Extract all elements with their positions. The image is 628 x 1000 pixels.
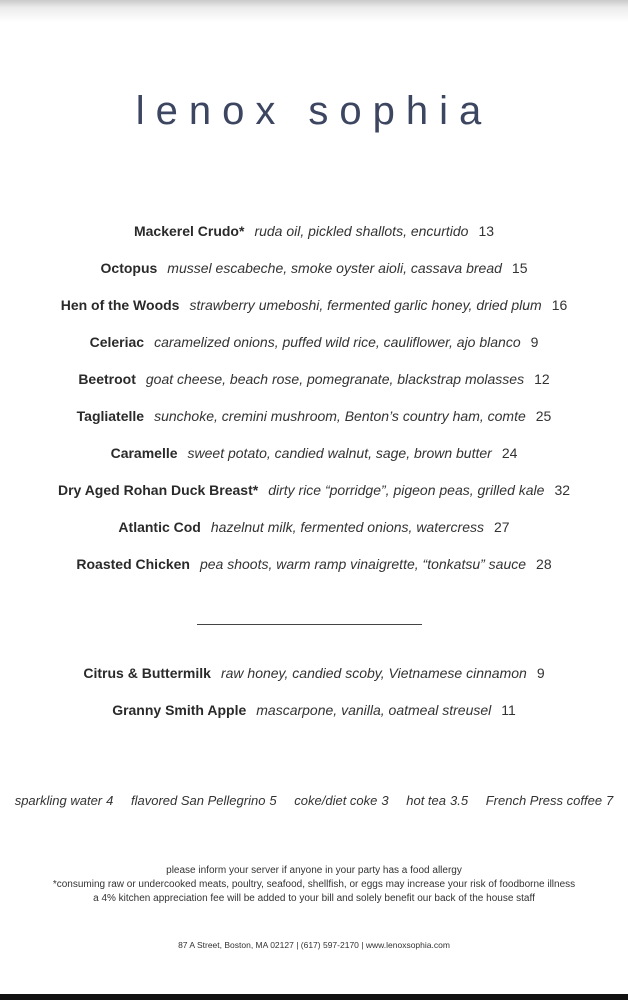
- item-description: mussel escabeche, smoke oyster aioli, cassava bread: [167, 260, 502, 276]
- raw-food-warning: *consuming raw or undercooked meats, poultry, seafood, shellfish, or eggs may increase your risk of foodborne illness: [52, 879, 576, 890]
- item-name: Atlantic Cod: [118, 519, 201, 535]
- menu-item: [0, 255, 628, 292]
- menu-item: [0, 329, 628, 366]
- item-price: 24: [501, 445, 518, 461]
- item-price: 16: [551, 297, 568, 313]
- item-description: pea shoots, warm ramp vinaigrette, “tonkatsu” sauce: [199, 556, 527, 572]
- item-price: 11: [501, 702, 516, 718]
- drink-name: flavored San Pellegrino: [131, 793, 266, 808]
- drink-item: [15, 793, 114, 808]
- item-name: Mackerel Crudo*: [133, 223, 245, 239]
- kitchen-fee-note: a 4% kitchen appreciation fee will be added to your bill and solely benefit our back of the house staff: [93, 893, 535, 904]
- item-price: 28: [536, 556, 552, 572]
- item-description: ruda oil, pickled shallots, encurtido: [254, 223, 469, 239]
- item-name: Hen of the Woods: [60, 297, 180, 313]
- item-price: 9: [530, 334, 539, 350]
- drink-price: 3: [381, 793, 389, 808]
- item-description: goat cheese, beach rose, pomegranate, blackstrap molasses: [145, 371, 525, 387]
- section-divider: [197, 624, 422, 625]
- item-description: raw honey, candied scoby, Vietnamese cinnamon: [220, 665, 527, 681]
- item-name: Roasted Chicken: [76, 556, 190, 572]
- item-name: Octopus: [100, 260, 158, 276]
- item-name: Beetroot: [78, 371, 136, 387]
- item-description: mascarpone, vanilla, oatmeal streusel: [256, 702, 492, 718]
- menu-item: [0, 660, 628, 697]
- menu-item: [0, 477, 628, 514]
- menu-item: [0, 366, 628, 403]
- item-name: Celeriac: [89, 334, 145, 350]
- menu-notes: [0, 864, 628, 906]
- top-shadow: [0, 0, 628, 22]
- item-price: 32: [554, 482, 571, 498]
- drink-name: sparkling water: [14, 793, 103, 808]
- drink-price: 5: [269, 793, 277, 808]
- item-price: 13: [478, 223, 495, 239]
- menu-item: [0, 218, 628, 255]
- footer-contact: 87 A Street, Boston, MA 02127 | (617) 597-2170 | www.lenoxsophia.com: [178, 940, 450, 950]
- menu-item: [0, 403, 628, 440]
- bottom-edge: [0, 994, 628, 1000]
- drink-item: [406, 793, 468, 808]
- drink-price: 7: [606, 793, 614, 808]
- menu-item: [0, 440, 628, 477]
- drink-name: coke/diet coke: [294, 793, 378, 808]
- drink-name: hot tea: [406, 793, 447, 808]
- mains-list: [0, 218, 628, 588]
- item-name: Citrus & Buttermilk: [83, 665, 211, 681]
- desserts-list: [0, 660, 628, 734]
- drink-item: [486, 793, 614, 808]
- item-description: caramelized onions, puffed wild rice, cauliflower, ajo blanco: [154, 334, 521, 350]
- item-description: hazelnut milk, fermented onions, watercress: [210, 519, 484, 535]
- restaurant-title: lenox sophia: [135, 89, 493, 133]
- menu-item: [0, 697, 628, 734]
- item-description: strawberry umeboshi, fermented garlic honey, dried plum: [189, 297, 542, 313]
- item-price: 12: [534, 371, 550, 387]
- item-name: Tagliatelle: [76, 408, 145, 424]
- drink-item: [131, 793, 277, 808]
- item-price: 15: [511, 260, 528, 276]
- drink-price: 3.5: [450, 793, 469, 808]
- item-name: Caramelle: [110, 445, 178, 461]
- drinks-list: [0, 790, 628, 812]
- menu-item: [0, 551, 628, 588]
- item-description: sunchoke, cremini mushroom, Benton’s country ham, comte: [154, 408, 526, 424]
- item-description: dirty rice “porridge”, pigeon peas, grilled kale: [268, 482, 545, 498]
- item-name: Granny Smith Apple: [112, 702, 247, 718]
- item-price: 25: [535, 408, 552, 424]
- drink-item: [294, 793, 388, 808]
- item-description: sweet potato, candied walnut, sage, brown butter: [187, 445, 492, 461]
- item-price: 9: [536, 665, 545, 681]
- menu-item: [0, 292, 628, 329]
- drink-name: French Press coffee: [485, 793, 603, 808]
- drink-price: 4: [106, 793, 114, 808]
- allergy-note: please inform your server if anyone in your party has a food allergy: [166, 865, 462, 876]
- menu-item: [0, 514, 628, 551]
- item-price: 27: [494, 519, 510, 535]
- item-name: Dry Aged Rohan Duck Breast*: [57, 482, 259, 498]
